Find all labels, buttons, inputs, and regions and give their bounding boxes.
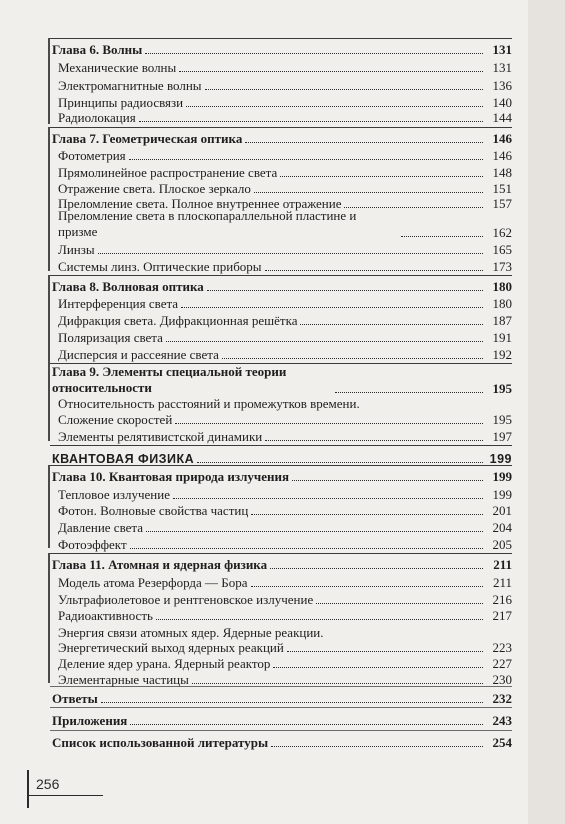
toc-title: Отражение света. Плоское зеркало bbox=[58, 181, 251, 196]
toc-leader bbox=[129, 158, 483, 160]
toc-page: 254 bbox=[492, 735, 512, 750]
toc-leader bbox=[98, 252, 483, 254]
toc-page: 217 bbox=[492, 608, 512, 623]
toc-chapter bbox=[52, 128, 512, 146]
toc-leader bbox=[271, 745, 483, 747]
toc-leader bbox=[265, 439, 483, 441]
toc-title: Элементарные частицы bbox=[58, 672, 189, 687]
chapter10-box-bar bbox=[48, 465, 50, 548]
toc-page: 180 bbox=[492, 279, 512, 294]
toc-page: 192 bbox=[492, 347, 512, 362]
toc-item bbox=[58, 57, 512, 75]
toc-page: 227 bbox=[492, 656, 512, 671]
chapter11-box-bar bbox=[48, 553, 50, 683]
toc-item bbox=[58, 534, 512, 552]
toc-page: 195 bbox=[492, 381, 512, 396]
toc-title: Список использованной литературы bbox=[52, 735, 269, 750]
toc-title: Поляризация света bbox=[58, 330, 163, 345]
toc-leader bbox=[401, 235, 483, 237]
toc-chapter bbox=[52, 554, 512, 572]
toc-leader bbox=[181, 306, 483, 308]
chapter7-box-bar bbox=[48, 127, 50, 271]
chapter6-box-bar bbox=[48, 38, 50, 124]
toc-page: 131 bbox=[492, 42, 512, 57]
bleed-through-strip bbox=[528, 0, 565, 824]
chapter9-box-bar bbox=[48, 363, 50, 441]
toc-endmatter bbox=[52, 710, 512, 728]
toc-title: Ультрафиолетовое и рентгеновское излучение bbox=[58, 592, 314, 607]
toc-title: Глава 10. Квантовая природа излучения bbox=[52, 469, 290, 484]
toc-chapter bbox=[52, 364, 512, 396]
toc-title: Фотон. Волновые свойства частиц bbox=[58, 503, 249, 518]
toc-item bbox=[58, 293, 512, 311]
toc-title: Модель атома Резерфорда — Бора bbox=[58, 575, 248, 590]
part-box-top bbox=[50, 445, 512, 446]
toc-leader bbox=[192, 682, 483, 684]
toc-endmatter bbox=[52, 688, 512, 706]
toc-item bbox=[58, 239, 512, 257]
toc-page: 173 bbox=[492, 259, 512, 274]
toc-item bbox=[58, 145, 512, 163]
toc-title: Прямолинейное распространение света bbox=[58, 165, 278, 180]
toc-leader bbox=[300, 323, 483, 325]
toc-leader bbox=[156, 618, 483, 620]
toc-part bbox=[52, 448, 512, 466]
toc-page: 230 bbox=[492, 672, 512, 687]
toc-item bbox=[58, 500, 512, 518]
toc-chapter bbox=[52, 39, 512, 57]
toc-item bbox=[58, 327, 512, 345]
toc-page: 191 bbox=[492, 330, 512, 345]
footer-vertical-rule bbox=[27, 770, 29, 808]
toc-page: 199 bbox=[492, 469, 512, 484]
toc-leader bbox=[173, 497, 483, 499]
toc-leader bbox=[205, 88, 483, 90]
toc-item bbox=[58, 107, 512, 125]
appendix-separator bbox=[50, 707, 512, 708]
toc-title: Фотоэффект bbox=[58, 537, 127, 552]
toc-leader bbox=[292, 479, 483, 481]
toc-item bbox=[58, 208, 512, 240]
toc-title: Преломление света. Полное внутреннее отражение bbox=[58, 196, 342, 211]
toc-leader bbox=[139, 120, 483, 122]
toc-title: Электромагнитные волны bbox=[58, 78, 202, 93]
toc-page: 204 bbox=[492, 520, 512, 535]
toc-title: Глава 9. Элементы специальной теории относительности bbox=[52, 364, 287, 395]
toc-title: Тепловое излучение bbox=[58, 487, 170, 502]
toc-title: Радиоактивность bbox=[58, 608, 153, 623]
toc-page: 157 bbox=[492, 196, 512, 211]
toc-title: Сложение скоростей bbox=[58, 412, 173, 427]
toc-page: 144 bbox=[492, 110, 512, 125]
toc-page: 187 bbox=[492, 313, 512, 328]
toc-leader bbox=[251, 513, 483, 515]
toc-page: 146 bbox=[492, 148, 512, 163]
toc-leader bbox=[166, 340, 483, 342]
toc-item bbox=[58, 344, 512, 362]
toc-title: Глава 7. Геометрическая оптика bbox=[52, 131, 243, 146]
toc-item bbox=[58, 605, 512, 623]
toc-leader bbox=[273, 666, 483, 668]
toc-page: 162 bbox=[492, 225, 512, 240]
toc-title: Глава 8. Волновая оптика bbox=[52, 279, 204, 294]
toc-leader bbox=[145, 52, 483, 54]
toc-item bbox=[58, 409, 512, 427]
toc-leader bbox=[130, 723, 483, 725]
toc-leader bbox=[265, 269, 483, 271]
toc-title: Деление ядер урана. Ядерный реактор bbox=[58, 656, 271, 671]
toc-page: 131 bbox=[492, 60, 512, 75]
toc-leader bbox=[130, 547, 483, 549]
toc-page: 148 bbox=[492, 165, 512, 180]
toc-title: Линзы bbox=[58, 242, 95, 257]
toc-title: Относительность расстояний и промежутков времени. bbox=[58, 396, 360, 411]
toc-item bbox=[58, 256, 512, 274]
toc-title: Приложения bbox=[52, 713, 128, 728]
toc-title: Принципы радиосвязи bbox=[58, 95, 184, 110]
toc-page: 211 bbox=[493, 557, 512, 572]
toc-item bbox=[58, 572, 512, 590]
toc-title: Ответы bbox=[52, 691, 98, 706]
toc-leader bbox=[179, 70, 483, 72]
toc-title: КВАНТОВАЯ ФИЗИКА bbox=[52, 452, 195, 466]
literature-separator bbox=[50, 730, 512, 731]
toc-leader bbox=[222, 357, 483, 359]
chapter8-box-bar bbox=[48, 275, 50, 363]
toc-item bbox=[58, 517, 512, 535]
toc-page: 140 bbox=[492, 95, 512, 110]
toc-page: 232 bbox=[492, 691, 512, 706]
toc-page: 165 bbox=[492, 242, 512, 257]
toc-page: 197 bbox=[492, 429, 512, 444]
toc-leader bbox=[146, 530, 483, 532]
toc-page: 216 bbox=[492, 592, 512, 607]
toc-page: 211 bbox=[492, 575, 512, 590]
toc-title: Энергия связи атомных ядер. Ядерные реакции. bbox=[58, 625, 324, 640]
toc-chapter bbox=[52, 276, 512, 294]
toc-leader bbox=[316, 602, 483, 604]
toc-page: 195 bbox=[492, 412, 512, 427]
toc-title: Элементы релятивистской динамики bbox=[58, 429, 263, 444]
toc-item bbox=[58, 75, 512, 93]
toc-title: Механические волны bbox=[58, 60, 177, 75]
toc-page: 136 bbox=[492, 78, 512, 93]
footer-horizontal-rule bbox=[27, 795, 103, 796]
toc-leader bbox=[101, 701, 483, 703]
toc-leader bbox=[287, 650, 483, 652]
toc-title: Радиолокация bbox=[58, 110, 136, 125]
toc-page: 205 bbox=[492, 537, 512, 552]
toc-leader bbox=[270, 567, 483, 569]
toc-page: 201 bbox=[492, 503, 512, 518]
toc-leader bbox=[207, 289, 483, 291]
toc-title: Интерференция света bbox=[58, 296, 179, 311]
toc-leader bbox=[197, 461, 483, 463]
toc-item bbox=[58, 669, 512, 687]
toc-title: Преломление света в плоскопараллельной пластине и призме bbox=[58, 208, 357, 239]
toc-page: 223 bbox=[492, 640, 512, 655]
toc-title: Энергетический выход ядерных реакций bbox=[58, 640, 284, 655]
toc-page: 146 bbox=[492, 131, 512, 146]
toc-item bbox=[58, 310, 512, 328]
toc-item bbox=[58, 426, 512, 444]
toc-title: Системы линз. Оптические приборы bbox=[58, 259, 262, 274]
toc-page: 180 bbox=[492, 296, 512, 311]
toc-title: Фотометрия bbox=[58, 148, 126, 163]
toc-title: Глава 11. Атомная и ядерная физика bbox=[52, 557, 268, 572]
toc-title: Дисперсия и рассеяние света bbox=[58, 347, 219, 362]
toc-page: 199 bbox=[489, 452, 512, 466]
toc-endmatter bbox=[52, 732, 512, 750]
toc-leader bbox=[245, 141, 483, 143]
toc-chapter bbox=[52, 466, 512, 484]
toc-leader bbox=[280, 175, 483, 177]
toc-page: 243 bbox=[492, 713, 512, 728]
toc-leader bbox=[251, 585, 483, 587]
toc-page: 151 bbox=[492, 181, 512, 196]
toc-leader bbox=[175, 422, 483, 424]
page-number: 256 bbox=[36, 776, 60, 792]
toc-page: 199 bbox=[492, 487, 512, 502]
toc-title: Глава 6. Волны bbox=[52, 42, 143, 57]
toc-title: Давление света bbox=[58, 520, 144, 535]
toc-title: Дифракция света. Дифракционная решётка bbox=[58, 313, 298, 328]
